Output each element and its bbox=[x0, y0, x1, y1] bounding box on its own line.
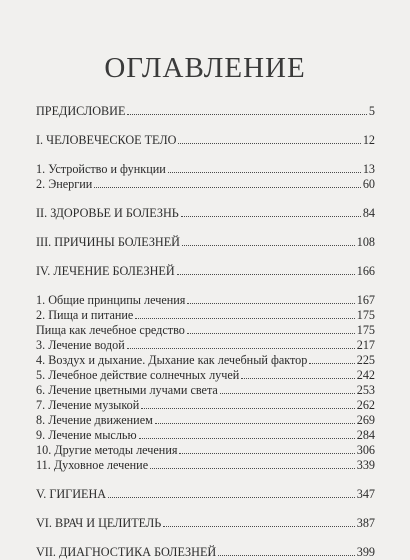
toc-entry-label: V. ГИГИЕНА bbox=[36, 487, 107, 501]
toc-entry-page: 262 bbox=[356, 398, 375, 412]
toc-entry-page: 306 bbox=[356, 443, 375, 457]
toc-entry-section bbox=[36, 428, 375, 443]
toc-entry-page: 5 bbox=[368, 104, 375, 118]
toc-entry-chapter-2 bbox=[36, 206, 375, 221]
toc-entry-label: 2. Энергии bbox=[36, 177, 93, 191]
toc-entry-label: 11. Духовное лечение bbox=[36, 458, 149, 472]
dot-leader bbox=[135, 318, 354, 319]
toc-entry-label: 2. Пища и питание bbox=[36, 308, 134, 322]
dot-leader bbox=[177, 274, 355, 275]
dot-leader bbox=[178, 143, 360, 144]
toc-entry-page: 399 bbox=[356, 545, 375, 559]
toc-entry-page: 347 bbox=[356, 487, 375, 501]
toc-entry-label: 1. Устройство и функции bbox=[36, 162, 166, 176]
dot-leader bbox=[108, 497, 355, 498]
toc-entry-label: 8. Лечение движением bbox=[36, 413, 153, 427]
toc-entry-page: 387 bbox=[356, 516, 375, 530]
dot-leader bbox=[187, 303, 354, 304]
toc-entry-label: VI. ВРАЧ И ЦЕЛИТЕЛЬ bbox=[36, 516, 162, 530]
toc-entry-page: 166 bbox=[356, 264, 375, 278]
toc-entry-page: 242 bbox=[356, 368, 375, 382]
toc-entry-preface bbox=[36, 104, 375, 119]
dot-leader bbox=[220, 393, 355, 394]
toc-entry-section bbox=[36, 162, 375, 177]
dot-leader bbox=[141, 408, 354, 409]
dot-leader bbox=[155, 423, 355, 424]
dot-leader bbox=[127, 114, 366, 115]
toc-entry-section bbox=[36, 458, 375, 473]
dot-leader bbox=[182, 245, 355, 246]
toc-entry-label: 3. Лечение водой bbox=[36, 338, 125, 352]
toc-entry-label: II. ЗДОРОВЬЕ И БОЛЕЗНЬ bbox=[36, 206, 179, 220]
toc-entry-label: IV. ЛЕЧЕНИЕ БОЛЕЗНЕЙ bbox=[36, 264, 175, 278]
toc-entry-section bbox=[36, 308, 375, 323]
toc-entry-page: 175 bbox=[356, 308, 375, 322]
toc-entry-chapter-1 bbox=[36, 133, 375, 148]
toc-entry-label: 9. Лечение мыслью bbox=[36, 428, 137, 442]
toc-entry-chapter-6 bbox=[36, 516, 375, 531]
toc-entry-page: 269 bbox=[356, 413, 375, 427]
toc-entry-label: VII. ДИАГНОСТИКА БОЛЕЗНЕЙ bbox=[36, 545, 217, 559]
toc-entry-section bbox=[36, 368, 375, 383]
toc-entry-page: 217 bbox=[356, 338, 375, 352]
toc-entry-label: 6. Лечение цветными лучами света bbox=[36, 383, 218, 397]
table-of-contents bbox=[36, 104, 375, 560]
toc-entry-section bbox=[36, 398, 375, 413]
toc-entry-page: 12 bbox=[362, 133, 375, 147]
dot-leader bbox=[168, 172, 361, 173]
dot-leader bbox=[181, 216, 361, 217]
toc-entry-section bbox=[36, 323, 375, 338]
toc-entry-label: 1. Общие принципы лечения bbox=[36, 293, 186, 307]
toc-entry-page: 253 bbox=[356, 383, 375, 397]
toc-entry-section bbox=[36, 177, 375, 192]
toc-entry-label: III. ПРИЧИНЫ БОЛЕЗНЕЙ bbox=[36, 235, 180, 249]
toc-entry-label: ПРЕДИСЛОВИЕ bbox=[36, 104, 126, 118]
toc-entry-chapter-7 bbox=[36, 545, 375, 560]
toc-entry-section bbox=[36, 443, 375, 458]
dot-leader bbox=[163, 526, 355, 527]
toc-entry-section bbox=[36, 383, 375, 398]
toc-entry-page: 108 bbox=[356, 235, 375, 249]
dot-leader bbox=[150, 468, 355, 469]
dot-leader bbox=[309, 363, 354, 364]
toc-entry-label: I. ЧЕЛОВЕЧЕСКОЕ ТЕЛО bbox=[36, 133, 177, 147]
toc-entry-page: 167 bbox=[356, 293, 375, 307]
toc-entry-section bbox=[36, 413, 375, 428]
toc-entry-page: 339 bbox=[356, 458, 375, 472]
toc-entry-page: 284 bbox=[356, 428, 375, 442]
toc-entry-section bbox=[36, 353, 375, 368]
toc-entry-page: 175 bbox=[356, 323, 375, 337]
dot-leader bbox=[218, 555, 355, 556]
dot-leader bbox=[139, 438, 355, 439]
dot-leader bbox=[127, 348, 355, 349]
toc-entry-page: 13 bbox=[362, 162, 375, 176]
toc-entry-page: 60 bbox=[362, 177, 375, 191]
toc-entry-chapter-4 bbox=[36, 264, 375, 279]
page-title: ОГЛАВЛЕНИЕ bbox=[104, 52, 306, 84]
toc-entry-section bbox=[36, 293, 375, 308]
dot-leader bbox=[94, 187, 361, 188]
toc-entry-label: Пища как лечебное средство bbox=[36, 323, 185, 337]
toc-entry-page: 225 bbox=[356, 353, 375, 367]
toc-entry-chapter-3 bbox=[36, 235, 375, 250]
toc-entry-section bbox=[36, 338, 375, 353]
toc-entry-label: 7. Лечение музыкой bbox=[36, 398, 140, 412]
dot-leader bbox=[179, 453, 354, 454]
toc-entry-page: 84 bbox=[362, 206, 375, 220]
toc-entry-chapter-5 bbox=[36, 487, 375, 502]
dot-leader bbox=[241, 378, 354, 379]
toc-entry-label: 4. Воздух и дыхание. Дыхание как лечебный фактор bbox=[36, 353, 308, 367]
dot-leader bbox=[187, 333, 355, 334]
toc-entry-label: 5. Лечебное действие солнечных лучей bbox=[36, 368, 240, 382]
toc-entry-label: 10. Другие методы лечения bbox=[36, 443, 178, 457]
